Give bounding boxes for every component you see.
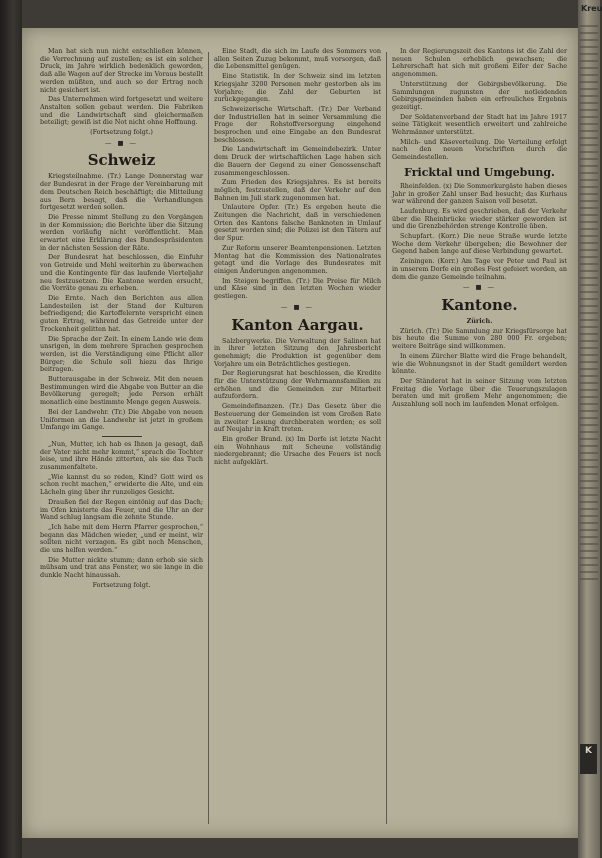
paragraph: Kriegsteilnahme. (Tr.) Lange Donnerstag war der Bundesrat in der Frage der Vereinbarung mit dem Deutschen Reich beschäftigt; die Mitteilung aus Bern besagt, daß die Verhandlungen fortgesetzt werden sollen. <box>40 172 203 212</box>
paragraph: Unlautere Opfer. (Tr.) Es ergeben heute die Zeitungen die Nachricht, daß in verschiedenen Orten des Kantons falsche Banknoten in Umlauf gesetzt worden sind; die Polizei ist den Tätern auf der Spur. <box>214 203 381 243</box>
sub-heading: Zürich. <box>466 316 493 325</box>
newspaper-page <box>22 28 578 838</box>
paragraph: Der Soldatenverband der Stadt hat im Jahre 1917 seine Tätigkeit wesentlich erweitert und zahlreiche Wehrmänner unterstützt. <box>392 112 567 137</box>
separator <box>40 140 203 148</box>
separator <box>214 304 381 312</box>
paragraph: Salzbergwerke. Die Verwaltung der Salinen hat in ihrer letzten Sitzung den Jahresbericht genehmigt; die Produktion ist gegenüber dem Vorjahre um ein Beträchtliches gestiegen. <box>214 336 381 368</box>
paragraph: In der Regierungszeit des Kantons ist die Zahl der neuen Schulen erheblich gewachsen; die Lehrerschaft hat sich mit großem Eifer der Sache angenommen. <box>392 47 567 79</box>
book-spine <box>0 0 22 858</box>
paragraph: Man hat sich nun nicht entschließen können, die Verrechnung auf zustellen; es ist ein solcher Druck, im Jahre wirklich bedenklich geworden, daß alle Wagen auf der Strecke im Voraus bestellt werden müßten, und auch so der Ertrag noch nicht gesichert ist. <box>40 47 203 94</box>
paragraph: Zeiningen. (Korr.) Am Tage vor Peter und Paul ist in unserem Dorfe ein großes Fest gefeiert worden, an dem die ganze Gemeinde teilnahm. <box>392 257 567 281</box>
paragraph: Im Steigen begriffen. (Tr.) Die Preise für Milch und Käse sind in den letzten Wochen wieder gestiegen. <box>214 276 381 301</box>
paragraph: Der Regierungsrat hat beschlossen, die Kredite für die Unterstützung der Wehrmannsfamilien zu erhöhen und die Gemeinden zur Mitarbeit aufzufordern. <box>214 369 381 401</box>
paragraph: Eine Statistik. In der Schweiz sind im letzten Kriegsjahr 3200 Personen mehr gestorben als im Vorjahre; die Zahl der Geburten ist zurückgegangen. <box>214 72 381 104</box>
paragraph: „Ich habe mit dem Herrn Pfarrer gesprochen,“ begann das Mädchen wieder, „und er meint, wir sollten nicht verzagen. Es gibt noch Menschen, die uns helfen werden.“ <box>40 522 203 555</box>
paragraph: Milch- und Käseverteilung. Die Verteilung erfolgt nach den neuen Vorschriften durch die Gemeindestellen. <box>392 137 567 162</box>
continuation-note: Fortsetzung folgt. <box>92 580 151 589</box>
paragraph: Die Landwirtschaft im Gemeindebezirk. Unter dem Druck der wirtschaftlichen Lage haben sich die Bauern der Gegend zu einer Genossenschaft zusammengeschlossen. <box>214 145 381 177</box>
paragraph: Die Ernte. Nach den Berichten aus allen Landesteilen ist der Stand der Kulturen befriedigend; die Kartoffelernte verspricht einen guten Ertrag, während das Getreide unter der Trockenheit gelitten hat. <box>40 293 203 333</box>
paragraph: In einem Zürcher Blatte wird die Frage behandelt, wie die Wohnungsnot in der Stadt gemildert werden könnte. <box>392 351 567 376</box>
column-1 <box>40 48 203 830</box>
paragraph: Die Sprache der Zeit. In einem Lande wie dem unsrigen, in dem mehrere Sprachen gesprochen werden, ist die Verständigung eine Pflicht aller Bürger; die Schule soll hiezu das Ihrige beitragen. <box>40 334 203 374</box>
paragraph: Schweizerische Wirtschaft. (Tr.) Der Verband der Industriellen hat in seiner Versammlung die Frage der Rohstoffversorgung eingehend besprochen und eine Eingabe an den Bundesrat beschlossen. <box>214 104 381 144</box>
edge-text-lines <box>580 20 598 585</box>
paragraph: Ein großer Brand. (x) Im Dorfe ist letzte Nacht ein Wohnhaus mit Scheune vollständig niedergebrannt; die Ursache des Feuers ist noch nicht aufgeklärt. <box>214 434 381 467</box>
paragraph: „Wie kannst du so reden, Kind? Gott wird es schon recht machen,“ erwiderte die Alte, und ein Lächeln ging über ihr runzeliges Gesicht. <box>40 472 203 497</box>
column-rule <box>208 52 209 824</box>
next-page-edge <box>578 0 600 858</box>
edge-word: Kreu <box>581 4 602 13</box>
section-heading: Kantone. <box>441 295 518 314</box>
paragraph: Bei der Landwehr. (Tr.) Die Abgabe von neuen Uniformen an die Landwehr ist jetzt in großem Umfange im Gange. <box>40 407 203 432</box>
paragraph: Draußen fiel der Regen eintönig auf das Dach; im Ofen knisterte das Feuer, und die Uhr an der Wand schlug langsam die zehnte Stunde. <box>40 497 203 522</box>
paragraph: Gemeindefinanzen. (Tr.) Das Gesetz über die Besteuerung der Gemeinden ist vom Großen Rate in zweiter Lesung durchberaten worden; es soll auf Neujahr in Kraft treten. <box>214 402 381 434</box>
paragraph: Der Bundesrat hat beschlossen, die Einfuhr von Getreide und Mehl weiterhin zu überwachen und die Kontingente für das laufende Vierteljahr neu festzusetzen. Die Kantone werden ersucht, die Vorräte genau zu erheben. <box>40 253 203 293</box>
paragraph: Rheinfelden. (x) Die Sommerkurgäste haben dieses Jahr in großer Zahl unser Bad besucht; das Kurhaus war während der ganzen Saison voll besetzt. <box>392 181 567 206</box>
paragraph: Eine Stadt, die sich im Laufe des Sommers von allen Seiten Zuzug bekommt, muß vorsorgen, daß die Lebensmittel genügen. <box>214 47 381 71</box>
paragraph: Zürich. (Tr.) Die Sammlung zur Kriegsfürsorge hat bis heute die Summe von 280 000 Fr. ergeben; weitere Beiträge sind willkommen. <box>392 326 567 351</box>
continuation-note: (Fortsetzung folgt.) <box>90 128 153 137</box>
section-heading: Kanton Aargau. <box>231 315 364 334</box>
divider <box>102 436 142 437</box>
paragraph: Die Mutter nickte stumm; dann erhob sie sich mühsam und trat ans Fenster, wo sie lange in die dunkle Nacht hinaussah. <box>40 555 203 580</box>
section-heading: Schweiz <box>87 151 156 170</box>
paragraph: Die Presse nimmt Stellung zu den Vorgängen in der Kommission; die Berichte über die Sitzung werden vorläufig nicht veröffentlicht. Man erwartet eine Erklärung des Bundespräsidenten in der nächsten Session der Räte. <box>40 212 203 252</box>
column-3 <box>392 48 567 830</box>
paragraph: Unterstützung der Gebirgsbevölkerung. Die Sammlungen zugunsten der notleidenden Gebirgsgemeinden haben ein erfreuliches Ergebnis gezeitigt. <box>392 79 567 111</box>
paragraph: Schupfart. (Korr.) Die neue Straße wurde letzte Woche dem Verkehr übergeben; die Bewohner der Gegend haben lange auf diese Verbindung gewartet. <box>392 232 567 256</box>
paragraph: Zur Reform unserer Beamtenpensionen. Letzten Montag hat die Kommission des Nationalrates getagt und die Vorlage des Bundesrates mit einigen Änderungen angenommen. <box>214 243 381 275</box>
paragraph: Das Unternehmen wird fortgesetzt und weitere Anstalten sollen gebaut werden. Die Fabriken und die Landwirtschaft sind gleichermaßen beteiligt; gewiß ist die Not nicht ohne Hoffnung. <box>40 95 203 127</box>
paragraph: Zum Frieden des Kriegsjahres. Es ist bereits möglich, festzustellen, daß der Verkehr auf den Bahnen im Juli stark zugenommen hat. <box>214 178 381 202</box>
section-heading: Fricktal und Umgebung. <box>404 165 555 179</box>
separator <box>392 284 567 292</box>
paragraph: Laufenburg. Es wird geschrieben, daß der Verkehr über die Rheinbrücke wieder stärker geworden ist und die Grenzbehörden strenge Kontrolle üben. <box>392 206 567 231</box>
paragraph: „Nun, Mutter, ich hab es Ihnen ja gesagt, daß der Vater nicht mehr kommt,“ sprach die Tochter leise, und ihre Hände zitterten, als sie das Tuch zusammenfaltete. <box>40 439 203 472</box>
column-2 <box>214 48 381 830</box>
column-rule <box>386 52 387 824</box>
edge-block: K <box>580 744 597 774</box>
paragraph: Butterausgabe in der Schweiz. Mit den neuen Bestimmungen wird die Abgabe von Butter an die Bevölkerung geregelt; jede Person erhält monatlich eine bestimmte Menge gegen Ausweis. <box>40 375 203 407</box>
paragraph: Der Ständerat hat in seiner Sitzung vom letzten Freitag die Vorlage über die Teuerungszulagen beraten und mit großem Mehr angenommen; die Auszahlung soll noch im laufenden Monat erfolgen. <box>392 376 567 409</box>
